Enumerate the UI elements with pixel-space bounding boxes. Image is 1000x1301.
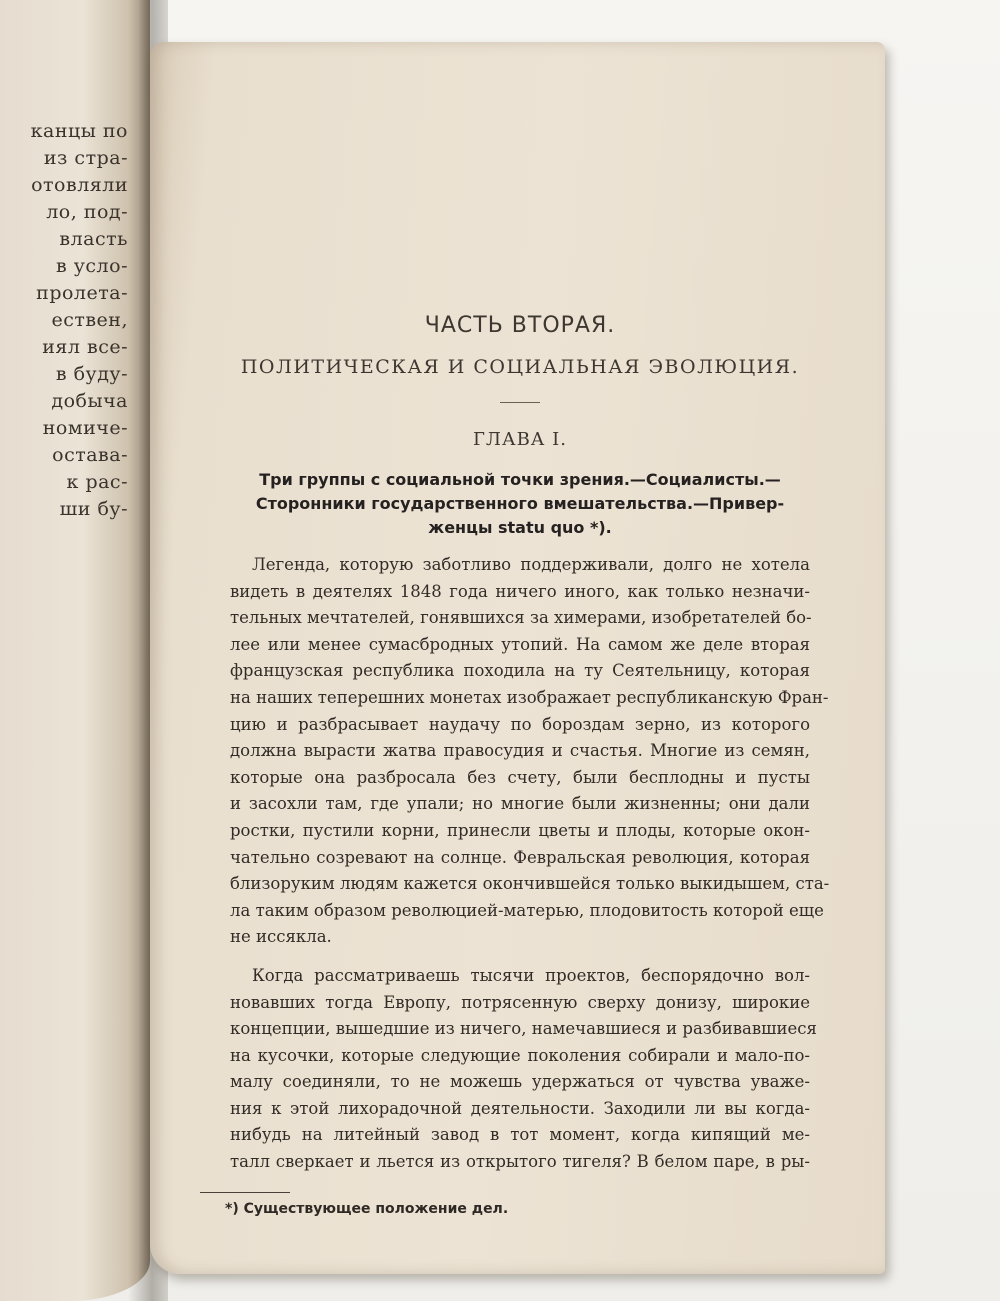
text-line: видеть в деятелях 1848 года ничего иного, как только незначи- (230, 581, 810, 601)
title-divider (500, 402, 540, 403)
left-page-line: отовляли (31, 174, 128, 196)
paragraph (230, 963, 817, 1176)
text-line: ла таким образом революцией-матерью, плодовитость которой еще (230, 900, 824, 920)
left-page-line: из стра- (43, 147, 128, 169)
page-content (225, 300, 830, 1217)
left-page-line: иял все- (42, 336, 128, 358)
chapter-heading: ГЛАВА I. (473, 429, 567, 450)
footnote: *) Существующее положение дел. (225, 1200, 509, 1217)
left-page-line: к рас- (66, 471, 128, 493)
text-line: Легенда, которую заботливо поддерживали, долго не хотела (252, 555, 810, 574)
chapter-summary (230, 468, 810, 540)
part-title: ЧАСТЬ ВТОРАЯ. (424, 313, 616, 338)
text-line: должна вырасти жатва правосудия и счастья. Многие из семян, (230, 741, 810, 761)
text-line: ростки, пустили корни, принесли цветы и плоды, которые окон- (230, 820, 810, 840)
text-line: лее или менее сумасбродных утопий. На самом же деле вторая (230, 634, 810, 654)
left-page-line: канцы по (30, 120, 128, 142)
text-line: Когда рассматриваешь тысячи проектов, беспорядочно вол- (252, 965, 810, 985)
left-page-line: ествен, (51, 309, 128, 331)
text-line: тельных мечтателей, гонявшихся за химерами, изобретателей бо- (230, 608, 812, 628)
text-line: близоруким людям кажется окончившейся только выкидышем, ста- (230, 874, 830, 894)
text-line: которые она разбросала без счету, были бесплодны и пусты (230, 767, 810, 787)
summary-line: Сторонники государственного вмешательства.—Привер- (255, 494, 785, 513)
text-line: на наших теперешних монетах изображает республиканскую Фран- (230, 687, 829, 707)
part-subtitle: ПОЛИТИЧЕСКАЯ И СОЦИАЛЬНАЯ ЭВОЛЮЦИЯ. (240, 356, 800, 378)
summary-line: женцы statu quo *). (428, 518, 612, 537)
paragraph (230, 552, 830, 951)
text-line: ния к этой лихорадочной деятельности. Заходили ли вы когда- (230, 1098, 810, 1118)
text-line: талл сверкает и льется из открытого тигеля? В белом паре, в ры- (230, 1152, 810, 1172)
summary-line: Три группы с социальной точки зрения.—Социалисты.— (259, 470, 781, 489)
left-page-line: пролета- (36, 282, 128, 304)
text-line: цию и разбрасывает наудачу по бороздам зерно, из которого (230, 714, 810, 734)
left-page-line: номиче- (42, 417, 128, 439)
left-page-line: в усло- (56, 255, 128, 277)
left-page-line: власть (59, 228, 128, 250)
text-line: чательно созревают на солнце. Февральская революция, которая (230, 847, 810, 867)
left-page-line: ло, под- (46, 201, 128, 223)
left-page-line: в буду- (55, 363, 128, 385)
text-line: на кусочки, которые следующие поколения собирали и мало-по- (230, 1045, 810, 1065)
text-line: нибудь на литейный завод в тот момент, когда кипящий ме- (230, 1125, 810, 1145)
left-page-line: ши бу- (59, 498, 128, 520)
left-page-text (0, 118, 128, 523)
text-line: и засохли там, где упали; но многие были жизненны; они дали (230, 794, 810, 814)
footnote-divider (200, 1192, 290, 1193)
text-line: концепции, вышедшие из ничего, намечавшиеся и разбивавшиеся (230, 1019, 817, 1039)
text-line: малу соединяли, то не можешь удержаться от чувства уваже- (230, 1072, 810, 1092)
text-line: французская республика походила на ту Сеятельницу, которая (230, 661, 810, 681)
text-line: не иссякла. (230, 927, 332, 947)
text-line: новавших тогда Европу, потрясенную сверху донизу, широкие (230, 992, 810, 1012)
left-page-line: остава- (52, 444, 128, 466)
left-page-line: добыча (51, 390, 128, 412)
